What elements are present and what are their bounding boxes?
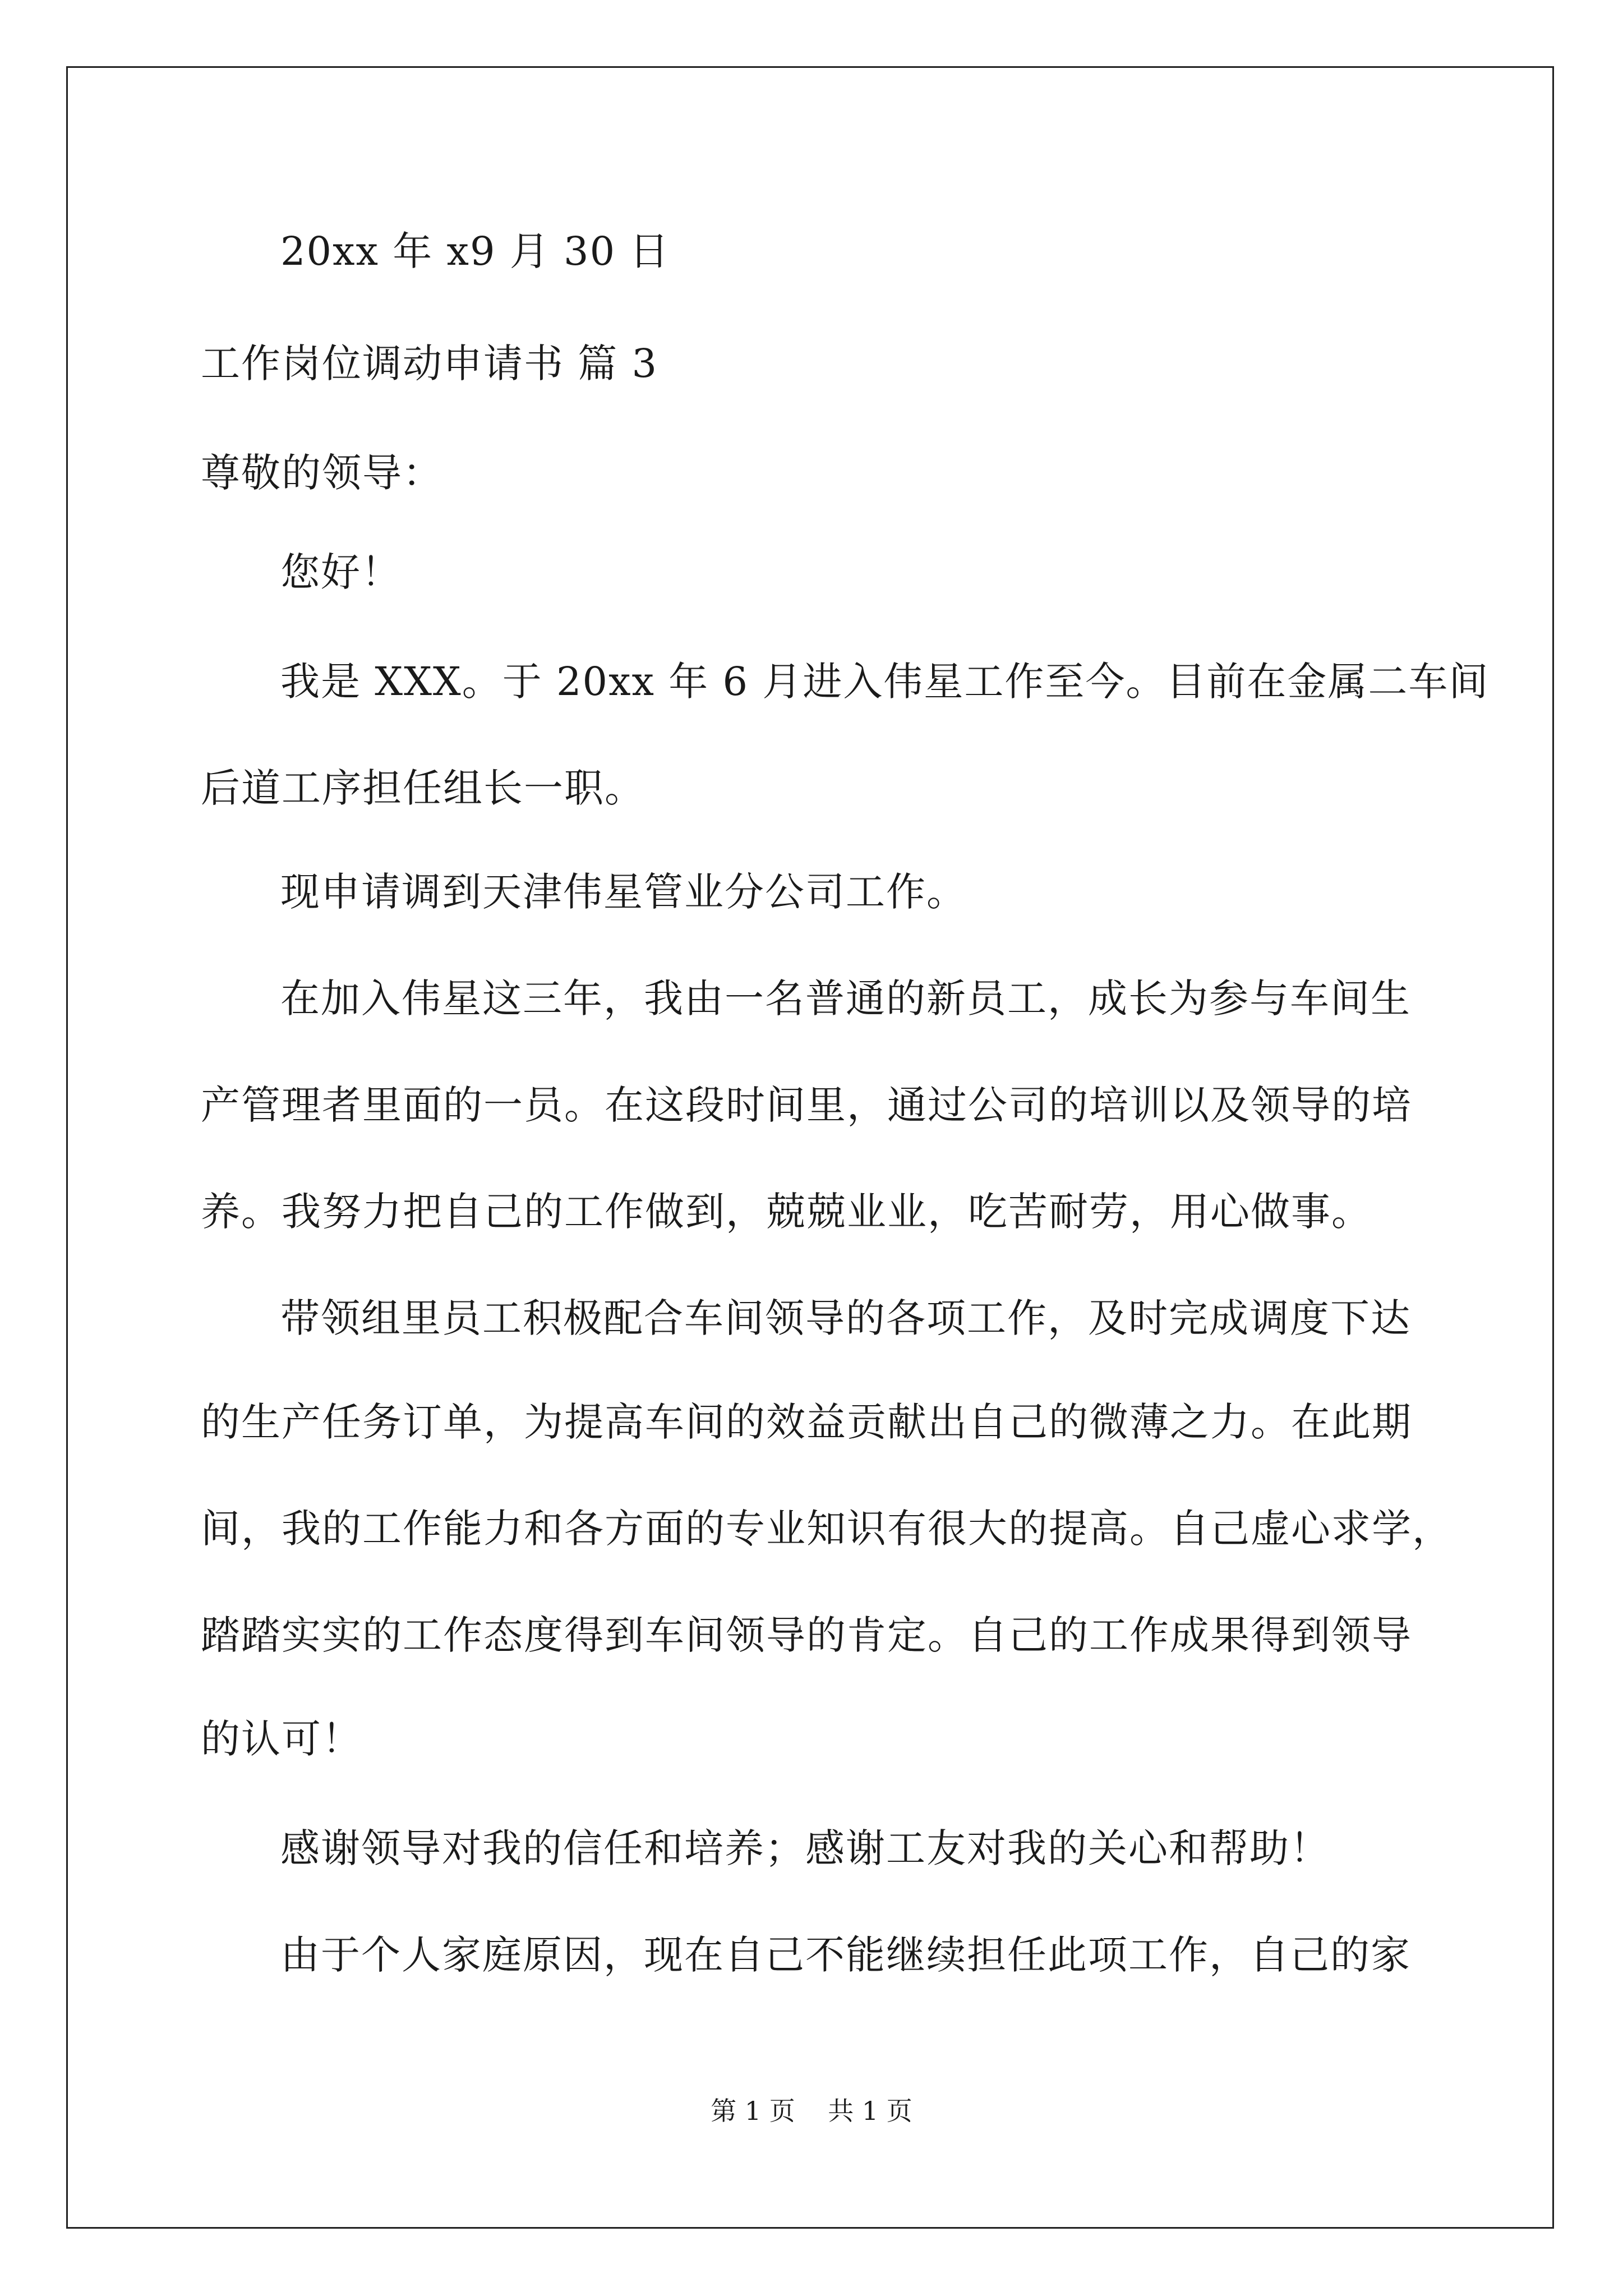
greeting: 您好！	[280, 549, 402, 595]
salutation: 尊敬的领导：	[201, 450, 443, 496]
paragraph-line: 在加入伟星这三年，我由一名普通的新员工，成长为参与车间生	[280, 976, 1411, 1022]
paragraph-line: 现申请调到天津伟星管业分公司工作。	[280, 869, 967, 915]
paragraph-line: 感谢领导对我的信任和培养；感谢工友对我的关心和帮助！	[280, 1825, 1330, 1871]
paragraph-line: 我是 XXX。于 20xx 年 6 月进入伟星工作至今。目前在金属二车间	[280, 659, 1490, 705]
page-border	[66, 66, 1554, 2229]
document-title: 工作岗位调动申请书 篇 3	[201, 341, 658, 386]
paragraph-line: 由于个人家庭原因，现在自己不能继续担任此项工作，自己的家	[280, 1932, 1411, 1978]
paragraph-line: 后道工序担任组长一职。	[201, 765, 645, 811]
date-line: 20xx 年 x9 月 30 日	[280, 228, 670, 274]
paragraph-line: 养。我努力把自己的工作做到，兢兢业业，吃苦耐劳，用心做事。	[201, 1189, 1372, 1235]
page-footer: 第 1 页 共 1 页	[711, 2096, 912, 2126]
paragraph-line: 间，我的工作能力和各方面的专业知识有很大的提高。自己虚心求学，	[201, 1506, 1453, 1552]
paragraph-line: 产管理者里面的一员。在这段时间里，通过公司的培训以及领导的培	[201, 1082, 1412, 1128]
paragraph-line: 踏踏实实的工作态度得到车间领导的肯定。自己的工作成果得到领导	[201, 1612, 1412, 1658]
paragraph-line: 的认可！	[201, 1716, 362, 1762]
paragraph-line: 带领组里员工积极配合车间领导的各项工作，及时完成调度下达	[280, 1295, 1411, 1341]
paragraph-line: 的生产任务订单，为提高车间的效益贡献出自己的微薄之力。在此期	[201, 1399, 1412, 1445]
